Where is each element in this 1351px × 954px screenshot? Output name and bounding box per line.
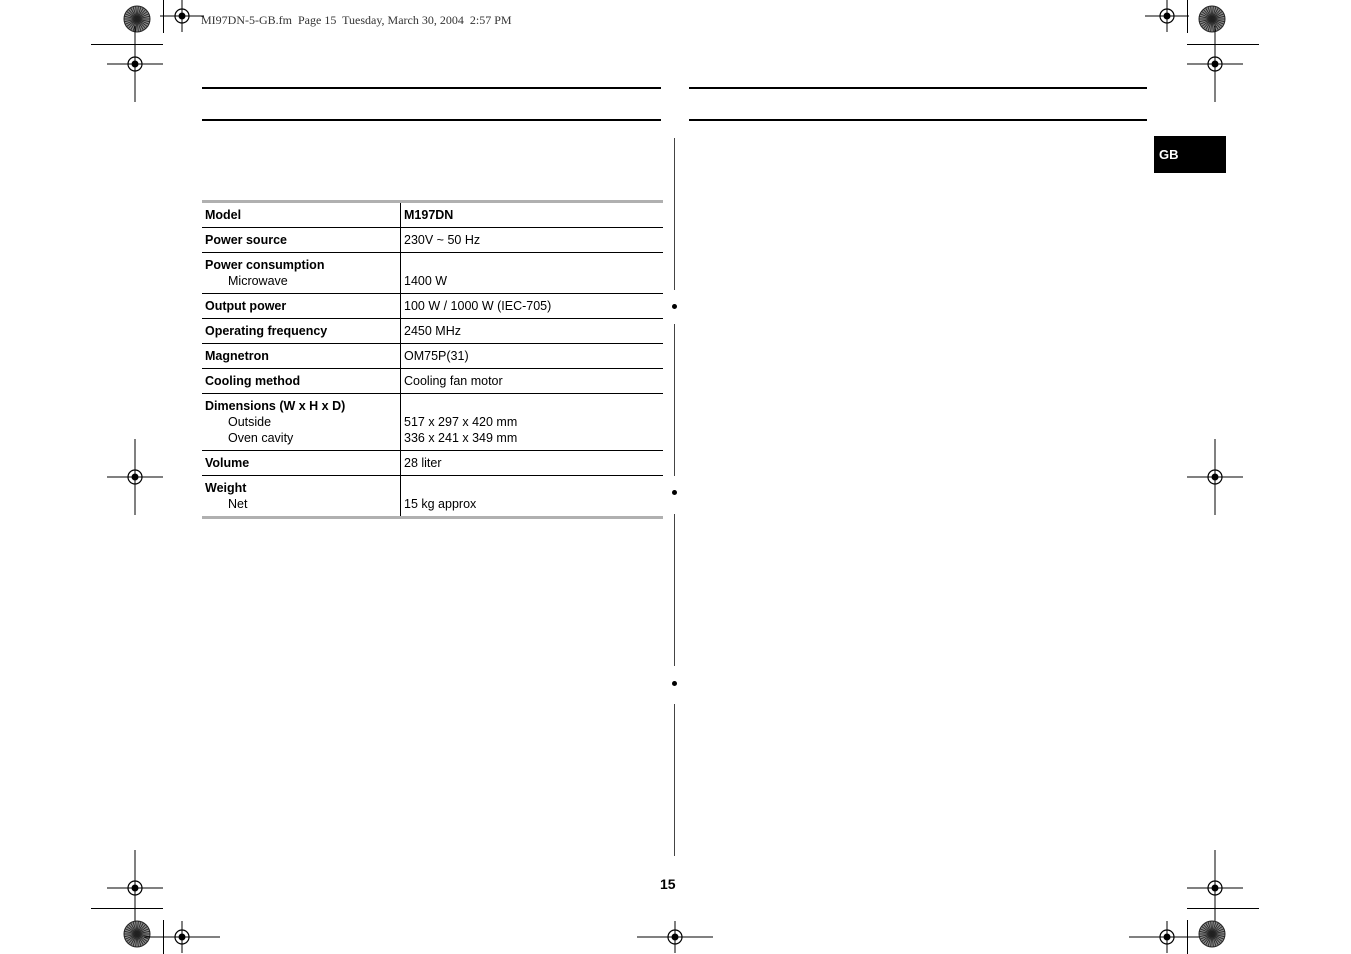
gutter-line-1 [674,138,675,290]
spec-sublabel: Microwave [228,274,288,288]
spec-row [202,202,663,228]
left-top-rule [202,87,661,89]
page-number: 15 [660,876,676,892]
crop-line [91,908,163,909]
right-top-rule [689,87,1147,89]
starburst-mark [1198,920,1226,948]
spec-value-cell [401,253,664,294]
crosshair-mark [144,921,220,953]
gutter-dot-2 [672,490,677,495]
gutter-line-2 [674,324,675,476]
print-header: MI97DN-5-GB.fm Page 15 Tuesday, March 30, 2004 2:57 PM [201,13,512,27]
spec-value: Cooling fan motor [404,374,503,388]
specifications-table [202,200,663,519]
crosshair-mark [107,26,163,102]
crop-line [1187,908,1259,909]
spec-value-cell [401,394,664,451]
spec-value [404,257,660,273]
spec-label: Dimensions (W x H x D) [205,399,346,413]
spec-value: M197DN [404,208,454,222]
spec-value [404,398,660,414]
spec-value: 100 W / 1000 W (IEC-705) [404,299,552,313]
spec-value-cell [401,294,664,319]
spec-row [202,369,663,394]
crosshair-mark [1187,26,1243,102]
spec-label: Cooling method [205,374,301,388]
crosshair-mark [107,439,163,515]
spec-row [202,451,663,476]
crosshair-mark [637,921,713,953]
spec-row [202,344,663,369]
spec-label-cell [202,369,401,394]
spec-value-cell [401,451,664,476]
spec-label-cell [202,294,401,319]
spec-label: Model [205,208,242,222]
spec-sublabel: Net [228,497,248,511]
crosshair-mark [160,0,204,32]
spec-value-cell [401,319,664,344]
spec-value: 230V ~ 50 Hz [404,233,481,247]
spec-label-cell [202,476,401,518]
spec-label: Weight [205,481,247,495]
crosshair-mark [107,850,163,926]
spec-value: 1400 W [404,274,448,288]
spec-value: OM75P(31) [404,349,469,363]
spec-label: Power source [205,233,287,247]
right-second-rule [689,119,1147,121]
spec-value-cell [401,476,664,518]
spec-label: Magnetron [205,349,269,363]
spec-row [202,253,663,294]
left-second-rule [202,119,661,121]
crosshair-mark [1187,439,1243,515]
spec-label-cell [202,394,401,451]
crosshair-mark [1187,850,1243,926]
crosshair-mark [1145,0,1189,32]
spec-label-cell [202,253,401,294]
spec-value: 517 x 297 x 420 mm [404,415,518,429]
spec-value-cell [401,344,664,369]
spec-value: 28 liter [404,456,442,470]
spec-row [202,394,663,451]
spec-value-cell [401,202,664,228]
crop-line [163,920,164,954]
gutter-line-3 [674,514,675,666]
crop-line [163,0,164,33]
spec-label: Power consumption [205,258,325,272]
spec-value [404,480,660,496]
spec-row [202,476,663,518]
crosshair-mark [1129,921,1205,953]
spec-value: 15 kg approx [404,497,477,511]
spec-value: 336 x 241 x 349 mm [404,431,518,445]
gutter-dot-1 [672,304,677,309]
spec-label: Volume [205,456,250,470]
spec-row [202,319,663,344]
spec-label-cell [202,344,401,369]
gutter-dot-3 [672,681,677,686]
spec-label: Output power [205,299,287,313]
spec-value: 2450 MHz [404,324,461,338]
spec-value-cell [401,228,664,253]
crop-line [1187,920,1188,954]
spec-value-cell [401,369,664,394]
spec-label-cell [202,228,401,253]
spec-label-cell [202,319,401,344]
gutter-line-4 [674,704,675,856]
spec-row [202,294,663,319]
spec-label-cell [202,202,401,228]
spec-sublabel: Oven cavity [228,431,294,445]
spec-row [202,228,663,253]
spec-label: Operating frequency [205,324,328,338]
spec-label-cell [202,451,401,476]
language-tab: GB [1154,136,1226,173]
spec-sublabel: Outside [228,415,272,429]
